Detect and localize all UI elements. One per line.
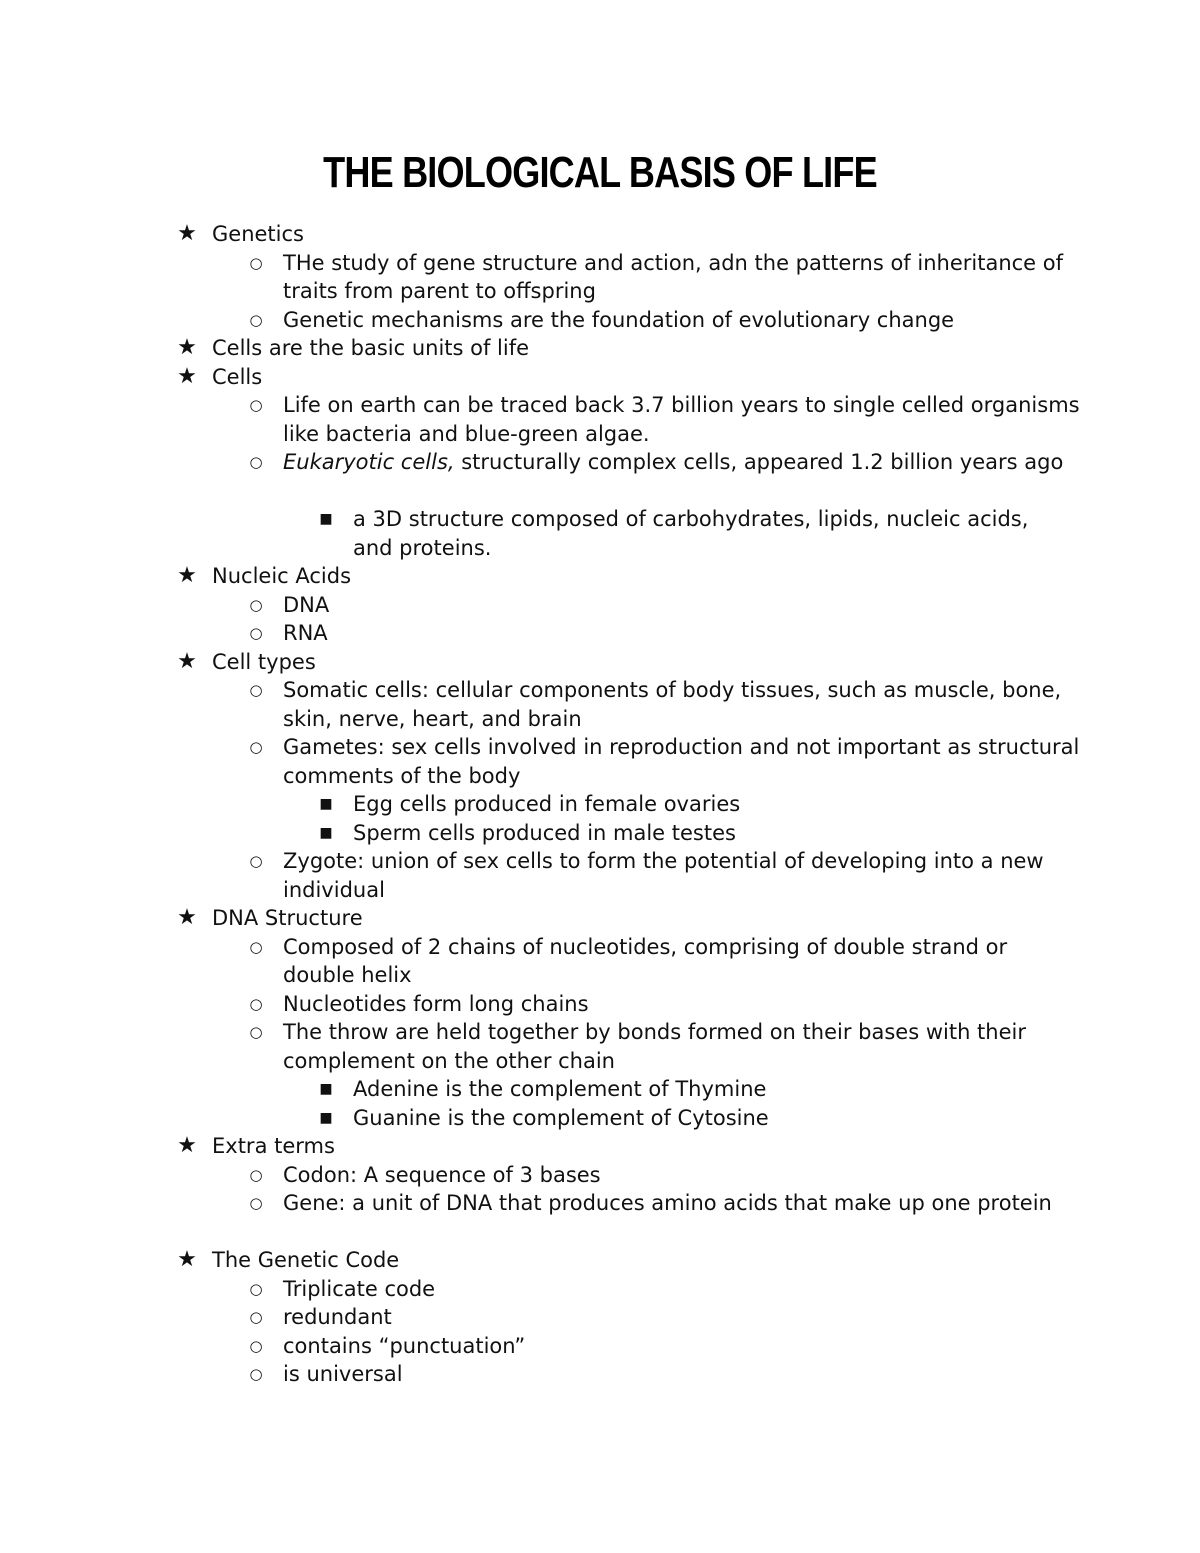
list-item-text: Guanine is the complement of Cytosine <box>353 1105 769 1130</box>
section-heading: Extra terms <box>212 1134 335 1158</box>
star-bullet-icon: ★ <box>177 563 197 588</box>
list-item <box>0 334 1200 363</box>
list-item <box>0 733 1200 790</box>
list-item-text <box>283 448 1083 477</box>
list-item-text: Codon: A sequence of 3 bases <box>283 1162 601 1187</box>
list-item <box>0 990 1200 1019</box>
list-item <box>0 648 1200 677</box>
star-bullet-icon: ★ <box>177 221 197 246</box>
square-bullet-icon: ■ <box>319 824 333 841</box>
circle-bullet-icon: ○ <box>249 738 263 756</box>
list-item-text: Nucleotides form long chains <box>283 991 589 1016</box>
circle-bullet-icon: ○ <box>249 1336 263 1355</box>
list-item <box>0 904 1200 933</box>
list-item <box>0 1246 1200 1275</box>
list-item-text: Adenine is the complement of Thymine <box>353 1077 767 1101</box>
square-bullet-icon: ■ <box>319 1081 333 1097</box>
circle-bullet-icon: ○ <box>249 681 263 699</box>
list-item-text: Zygote: union of sex cells to form the potential of developing into a new individual <box>283 849 1044 902</box>
list-item <box>0 1104 1200 1133</box>
list-item-text: DNA <box>283 592 330 617</box>
star-bullet-icon: ★ <box>177 335 197 360</box>
star-bullet-icon: ★ <box>177 648 197 674</box>
circle-bullet-icon: ○ <box>249 1165 263 1184</box>
list-item-text: Somatic cells: cellular components of body tissues, such as muscle, bone, skin, nerve, heart, and brain <box>283 678 1062 731</box>
list-item <box>0 505 1200 562</box>
star-bullet-icon: ★ <box>177 905 197 930</box>
square-bullet-icon: ■ <box>319 796 333 812</box>
list-item <box>0 1132 1200 1161</box>
list-item <box>0 1303 1200 1332</box>
list-item-text: RNA <box>283 621 328 645</box>
list-item-text: Sperm cells produced in male testes <box>353 820 736 845</box>
list-item <box>0 1360 1200 1389</box>
list-item-text: Gametes: sex cells involved in reproduction and not important as structural comments of the body <box>283 735 1080 788</box>
list-item <box>0 1332 1200 1361</box>
circle-bullet-icon: ○ <box>249 994 263 1013</box>
circle-bullet-icon: ○ <box>249 852 263 870</box>
list-item <box>0 1189 1200 1246</box>
list-item-text: THe study of gene structure and action, adn the patterns of inheritance of traits from parent to offspring <box>283 250 1064 303</box>
square-bullet-icon: ■ <box>319 511 333 527</box>
list-item <box>0 1275 1200 1304</box>
list-item <box>0 847 1200 904</box>
section-heading: DNA Structure <box>212 906 363 930</box>
section-heading: The Genetic Code <box>212 1248 400 1272</box>
list-item <box>0 933 1200 990</box>
star-bullet-icon: ★ <box>177 1133 197 1158</box>
list-item <box>0 391 1200 448</box>
list-item-text: The throw are held together by bonds formed on their bases with their complement on the other chain <box>283 1020 1026 1073</box>
italic-term: Eukaryotic cells, <box>283 450 455 474</box>
square-bullet-icon: ■ <box>319 1109 333 1126</box>
circle-bullet-icon: ○ <box>249 310 263 329</box>
circle-bullet-icon: ○ <box>249 595 263 614</box>
section-heading: Nucleic Acids <box>212 564 352 588</box>
list-item <box>0 562 1200 591</box>
list-item-text: contains “punctuation” <box>283 1333 526 1358</box>
circle-bullet-icon: ○ <box>249 1023 263 1041</box>
list-item-text: Egg cells produced in female ovaries <box>353 792 741 816</box>
section-heading: Cells are the basic units of life <box>212 336 530 360</box>
list-item-text-rest: structurally complex cells, appeared 1.2 billion years ago <box>454 450 1064 474</box>
section-heading: Cell types <box>212 649 316 674</box>
list-item <box>0 1161 1200 1190</box>
circle-bullet-icon: ○ <box>249 1308 263 1326</box>
section-heading: Genetics <box>212 222 304 246</box>
list-item <box>0 306 1200 335</box>
star-bullet-icon: ★ <box>177 1247 197 1272</box>
circle-bullet-icon: ○ <box>249 1365 263 1383</box>
circle-bullet-icon: ○ <box>249 396 263 414</box>
list-item <box>0 448 1200 505</box>
list-item <box>0 819 1200 848</box>
circle-bullet-icon: ○ <box>249 453 263 471</box>
list-item-text: redundant <box>283 1305 392 1329</box>
list-item <box>0 1018 1200 1075</box>
circle-bullet-icon: ○ <box>249 1194 263 1212</box>
circle-bullet-icon: ○ <box>249 253 263 272</box>
section-heading: Cells <box>212 364 263 389</box>
circle-bullet-icon: ○ <box>249 624 263 642</box>
list-item-text: is universal <box>283 1362 403 1386</box>
list-item-text: Life on earth can be traced back 3.7 billion years to single celled organisms like bacteria and blue-green algae. <box>283 393 1080 446</box>
list-item <box>0 619 1200 648</box>
notes-outline <box>0 220 1200 1389</box>
list-item <box>0 591 1200 620</box>
circle-bullet-icon: ○ <box>249 1279 263 1298</box>
list-item-text: Gene: a unit of DNA that produces amino acids that make up one protein <box>283 1191 1052 1215</box>
list-item <box>0 790 1200 819</box>
list-item <box>0 676 1200 733</box>
list-item-text: Triplicate code <box>283 1276 436 1301</box>
star-bullet-icon: ★ <box>177 363 197 389</box>
list-item <box>0 1075 1200 1104</box>
list-item <box>0 363 1200 392</box>
page-title: THE BIOLOGICAL BASIS OF LIFE <box>323 148 877 197</box>
list-item <box>0 220 1200 249</box>
list-item <box>0 249 1200 306</box>
list-item-text: Genetic mechanisms are the foundation of evolutionary change <box>283 307 955 332</box>
list-item-text: Composed of 2 chains of nucleotides, comprising of double strand or double helix <box>283 934 1008 987</box>
list-item-text: a 3D structure composed of carbohydrates, lipids, nucleic acids, and proteins. <box>353 507 1029 560</box>
circle-bullet-icon: ○ <box>249 937 263 956</box>
